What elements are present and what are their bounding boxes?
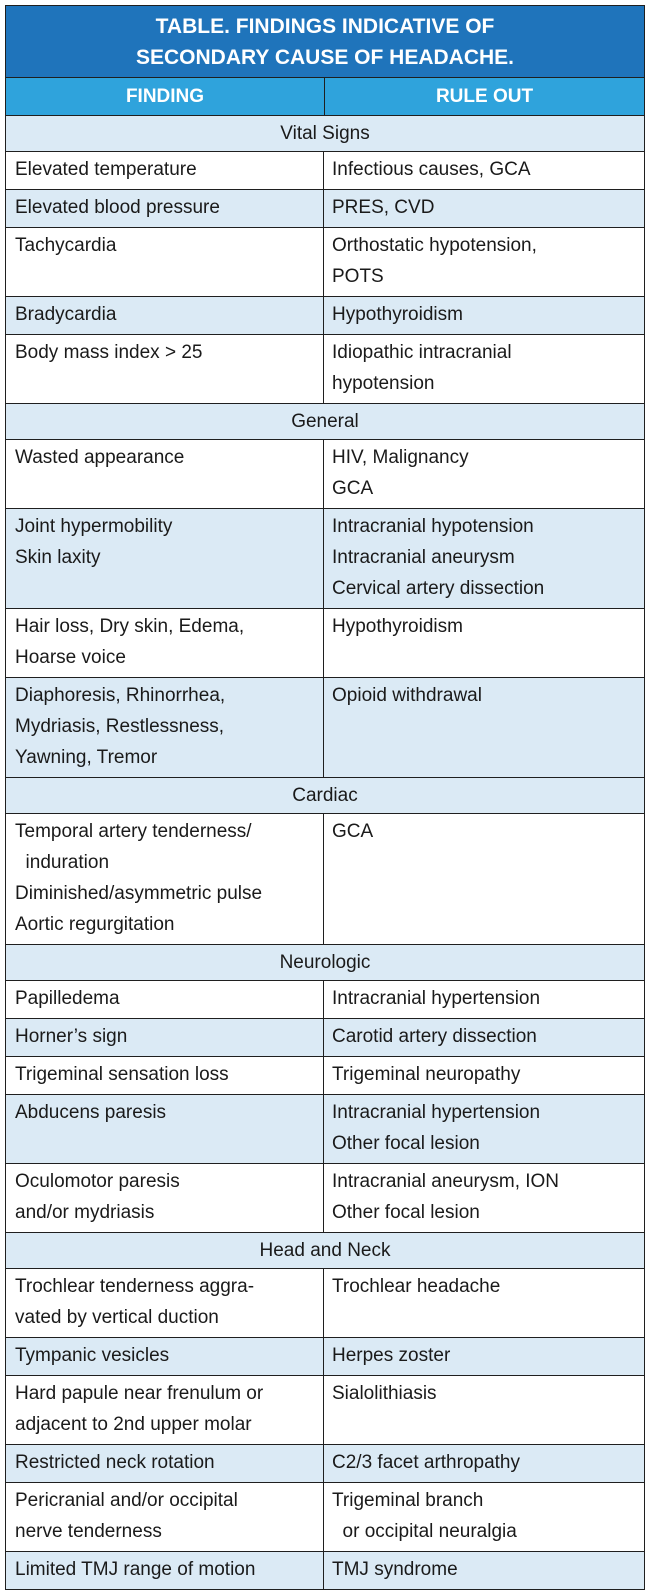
- finding-cell: [6, 678, 324, 777]
- cell-line: POTS: [332, 266, 384, 287]
- cell-line: Intracranial aneurysm, ION: [332, 1171, 560, 1192]
- cell-line: Hoarse voice: [15, 647, 126, 668]
- table-row: [6, 1338, 644, 1376]
- cell-line: Herpes zoster: [332, 1345, 451, 1366]
- table-title: [6, 6, 644, 78]
- rule-out-cell: [324, 981, 644, 1018]
- cell-line: Temporal artery tenderness/: [15, 821, 252, 842]
- cell-line: Hair loss, Dry skin, Edema,: [15, 616, 245, 637]
- rule-out-cell: [324, 1376, 644, 1444]
- table-row: [6, 1269, 644, 1338]
- cell-line: Hard papule near frenulum or: [15, 1383, 264, 1404]
- cell-line: Trigeminal sensation loss: [15, 1064, 229, 1085]
- cell-line: Intracranial hypotension: [332, 516, 534, 537]
- cell-line: induration: [15, 852, 110, 873]
- section-header: General: [6, 404, 644, 440]
- rule-out-cell: [324, 335, 644, 403]
- finding-cell: [6, 509, 324, 608]
- table-row: [6, 509, 644, 609]
- cell-line: Body mass index > 25: [15, 342, 203, 363]
- rule-out-cell: [324, 1338, 644, 1375]
- cell-line: Aortic regurgitation: [15, 914, 175, 935]
- table-row: [6, 1445, 644, 1483]
- section-header: Vital Signs: [6, 116, 644, 152]
- cell-line: Wasted appearance: [15, 447, 185, 468]
- table-row: [6, 1095, 644, 1164]
- section-header: Head and Neck: [6, 1233, 644, 1269]
- section-header: Cardiac: [6, 778, 644, 814]
- rule-out-cell: [324, 678, 644, 777]
- finding-cell: [6, 1445, 324, 1482]
- cell-line: Trigeminal neuropathy: [332, 1064, 521, 1085]
- cell-line: Trigeminal branch: [332, 1490, 484, 1511]
- finding-cell: [6, 335, 324, 403]
- cell-line: GCA: [332, 821, 374, 842]
- rule-out-cell: [324, 1445, 644, 1482]
- cell-line: Pericranial and/or occipital: [15, 1490, 238, 1511]
- rule-out-cell: [324, 1095, 644, 1163]
- cell-line: Tachycardia: [15, 235, 117, 256]
- column-header-finding: FINDING: [6, 78, 325, 115]
- cell-line: Trochlear headache: [332, 1276, 501, 1297]
- table-row: [6, 678, 644, 778]
- cell-line: Limited TMJ range of motion: [15, 1559, 256, 1580]
- cell-line: Joint hypermobility: [15, 516, 173, 537]
- table-title-line: SECONDARY CAUSE OF HEADACHE.: [135, 46, 515, 69]
- cell-line: Other focal lesion: [332, 1202, 480, 1223]
- finding-cell: [6, 1552, 324, 1589]
- cell-line: Elevated blood pressure: [15, 197, 220, 218]
- findings-table: [5, 5, 645, 1590]
- cell-line: Elevated temperature: [15, 159, 197, 180]
- column-header-rule-out: RULE OUT: [435, 86, 534, 107]
- cell-line: Tympanic vesicles: [15, 1345, 170, 1366]
- cell-line: vated by vertical duction: [15, 1307, 219, 1328]
- cell-line: Oculomotor paresis: [15, 1171, 180, 1192]
- finding-cell: [6, 1269, 324, 1337]
- finding-cell: [6, 1483, 324, 1551]
- rule-out-cell: [324, 609, 644, 677]
- cell-line: Other focal lesion: [332, 1133, 480, 1154]
- table-row: [6, 1057, 644, 1095]
- cell-line: PRES, CVD: [332, 197, 435, 218]
- cell-line: Sialolithiasis: [332, 1383, 437, 1404]
- table-row: [6, 609, 644, 678]
- finding-cell: [6, 981, 324, 1018]
- rule-out-cell: [324, 228, 644, 296]
- cell-line: Horner’s sign: [15, 1026, 128, 1047]
- rule-out-cell: [324, 1057, 644, 1094]
- cell-line: and/or mydriasis: [15, 1202, 155, 1223]
- cell-line: nerve tenderness: [15, 1521, 162, 1542]
- cell-line: hypotension: [332, 373, 435, 394]
- table-row: [6, 297, 644, 335]
- cell-line: Diaphoresis, Rhinorrhea,: [15, 685, 226, 706]
- cell-line: Cervical artery dissection: [332, 578, 545, 599]
- table-row: [6, 1483, 644, 1552]
- rule-out-cell: [324, 1019, 644, 1056]
- table-row: [6, 152, 644, 190]
- finding-cell: [6, 1376, 324, 1444]
- finding-cell: [6, 1057, 324, 1094]
- cell-line: HIV, Malignancy: [332, 447, 469, 468]
- finding-cell: [6, 228, 324, 296]
- cell-line: Opioid withdrawal: [332, 685, 482, 706]
- rule-out-cell: [324, 297, 644, 334]
- cell-line: Carotid artery dissection: [332, 1026, 537, 1047]
- table-row: [6, 1019, 644, 1057]
- cell-line: Yawning, Tremor: [15, 747, 158, 768]
- cell-line: C2/3 facet arthropathy: [332, 1452, 520, 1473]
- cell-line: Papilledema: [15, 988, 120, 1009]
- cell-line: Intracranial hypertension: [332, 988, 541, 1009]
- finding-cell: [6, 609, 324, 677]
- cell-line: GCA: [332, 478, 374, 499]
- cell-line: TMJ syndrome: [332, 1559, 458, 1580]
- finding-cell: [6, 152, 324, 189]
- rule-out-cell: [324, 814, 644, 944]
- finding-cell: [6, 297, 324, 334]
- cell-line: Abducens paresis: [15, 1102, 167, 1123]
- cell-line: Trochlear tenderness aggra-: [15, 1276, 255, 1297]
- cell-line: Skin laxity: [15, 547, 101, 568]
- table-row: [6, 814, 644, 945]
- rule-out-cell: [324, 1483, 644, 1551]
- table-row: [6, 1376, 644, 1445]
- cell-line: Restricted neck rotation: [15, 1452, 215, 1473]
- cell-line: Mydriasis, Restlessness,: [15, 716, 225, 737]
- table-row: [6, 981, 644, 1019]
- rule-out-cell: [324, 190, 644, 227]
- finding-cell: [6, 190, 324, 227]
- rule-out-cell: [324, 1269, 644, 1337]
- finding-cell: [6, 1095, 324, 1163]
- rule-out-cell: [324, 1552, 644, 1589]
- rule-out-cell: [324, 509, 644, 608]
- table-row: [6, 190, 644, 228]
- table-row: [6, 440, 644, 509]
- finding-cell: [6, 814, 324, 944]
- cell-line: Hypothyroidism: [332, 304, 463, 325]
- cell-line: Bradycardia: [15, 304, 117, 325]
- table-row: [6, 1164, 644, 1233]
- table-header-row: [6, 78, 644, 116]
- cell-line: Intracranial hypertension: [332, 1102, 541, 1123]
- cell-line: or occipital neuralgia: [332, 1521, 517, 1542]
- cell-line: Intracranial aneurysm: [332, 547, 515, 568]
- table-body: [6, 116, 644, 1589]
- cell-line: Hypothyroidism: [332, 616, 463, 637]
- section-header: Neurologic: [6, 945, 644, 981]
- table-row: [6, 1552, 644, 1589]
- table-title-line: TABLE. FINDINGS INDICATIVE OF: [155, 15, 495, 38]
- table-row: [6, 335, 644, 404]
- finding-cell: [6, 1164, 324, 1232]
- finding-cell: [6, 1338, 324, 1375]
- rule-out-cell: [324, 440, 644, 508]
- cell-line: adjacent to 2nd upper molar: [15, 1414, 252, 1435]
- rule-out-cell: [324, 1164, 644, 1232]
- rule-out-cell: [324, 152, 644, 189]
- cell-line: Orthostatic hypotension,: [332, 235, 537, 256]
- table-row: [6, 228, 644, 297]
- finding-cell: [6, 1019, 324, 1056]
- cell-line: Idiopathic intracranial: [332, 342, 512, 363]
- cell-line: Diminished/asymmetric pulse: [15, 883, 263, 904]
- cell-line: Infectious causes, GCA: [332, 159, 531, 180]
- finding-cell: [6, 440, 324, 508]
